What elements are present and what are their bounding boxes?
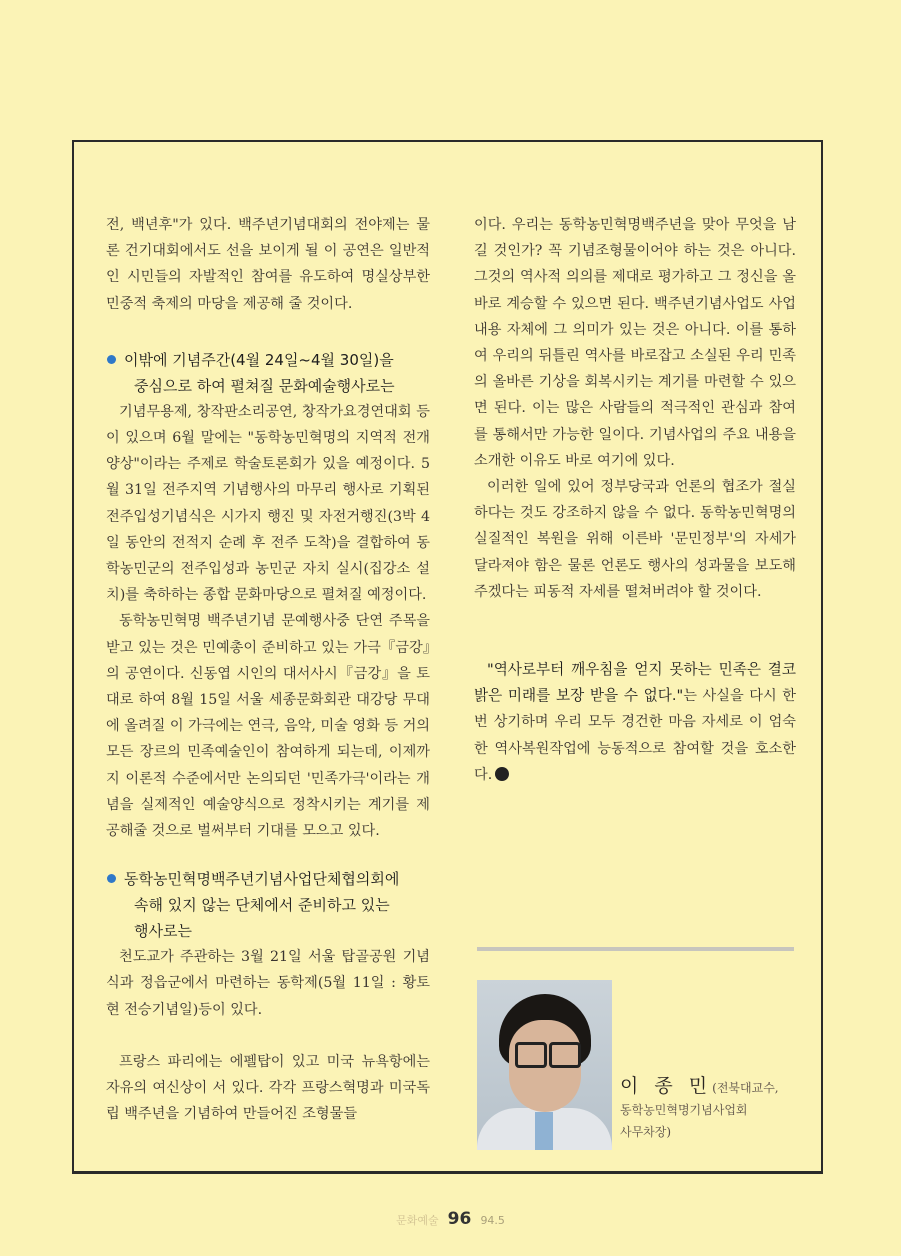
author-name-line — [620, 1075, 810, 1099]
right-column — [474, 212, 796, 788]
author-divider — [477, 947, 794, 951]
left-paragraph-1: 전, 백년후"가 있다. 백주년기념대회의 전야제는 물론 건기대회에서도 선을 보이게 될 이 공연은 일반적인 시민들의 자발적인 참여를 유도하여 명실상부한 민중적 축제의 마당을 제공해 줄 것이다. — [106, 217, 430, 312]
subheading-line-2: 중심으로 하여 펼쳐질 문화예술행사로는 — [134, 376, 395, 395]
frame-bottom-rule — [72, 1171, 823, 1174]
page-footer — [0, 1209, 901, 1229]
subheading-other-orgs — [106, 866, 430, 944]
photo-glasses-right — [549, 1042, 581, 1068]
author-title-2: 동학농민혁명기념사업회 — [620, 1103, 748, 1117]
author-caption — [620, 1075, 810, 1143]
author-title-1: (전북대교수, — [712, 1081, 779, 1095]
page-number: 96 — [447, 1209, 472, 1229]
bullet-dot — [107, 355, 116, 364]
footer-magazine: 문화예술 — [396, 1214, 439, 1227]
closing-text: 는 사실을 다시 한번 상기하며 우리 모두 경건한 마음 자세로 이 엄숙한 역사복원작업에 능동적으로 참여할 것을 호소한다. — [474, 688, 797, 783]
left-paragraph-4: 천도교가 주관하는 3월 21일 서울 탑골공원 기념식과 정읍군에서 마련하는 동학제(5월 11일 : 황토현 전승기념일)등이 있다. — [106, 949, 430, 1018]
frame-left-rule — [72, 140, 74, 1173]
right-paragraph-1: 이다. 우리는 동학농민혁명백주년을 맞아 무엇을 남길 것인가? 꼭 기념조형물이어야 하는 것은 아니다. 그것의 역사적 의의를 제대로 평가하고 그 정신을 올바로 계승할 수 있으면 된다. 백주년기념사업도 사업내용 자체에 그 의미가 있는 것은 아니다. 이를 통하여 우리의 뒤틀린 역사를 바로잡고 소실된 우리 민족의 올바른 기상을 회복시키는 계기를 마련할 수 있으면 된다. 이는 많은 사람들의 적극적인 관심과 참여를 통해서만 가능한 일이다. 기념사업의 주요 내용을 소개한 이유도 바로 여기에 있다. — [474, 217, 796, 469]
subheading-line-1: 동학농민혁명백주년기념사업단체협의회에 — [124, 870, 400, 889]
footer-date: 94.5 — [480, 1214, 505, 1227]
end-mark-icon — [495, 767, 509, 781]
subheading-line-3: 행사로는 — [134, 922, 192, 941]
left-column — [106, 212, 430, 1127]
left-paragraph-3: 동학농민혁명 백주년기념 문예행사중 단연 주목을 받고 있는 것은 민예총이 준비하고 있는 가극『금강』의 공연이다. 신동엽 시인의 대서사시『금강』을 토대로 하여 8월 15일 서울 세종문화회관 대강당 무대에 올려질 이 가극에는 연극, 음악, 미술 영화 등 거의 모든 장르의 민족예술인이 참여하게 되는데, 이제까지 이론적 수준에서만 논의되던 '민족가극'이라는 개념을 실제적인 예술양식으로 정착시키는 계기를 제공해줄 것으로 벌써부터 기대를 모으고 있다. — [106, 613, 430, 840]
subheading-festival-week — [106, 347, 430, 399]
subheading-line-1: 이밖에 기념주간(4월 24일~4월 30일)을 — [124, 350, 394, 369]
frame-right-rule — [821, 140, 823, 1173]
photo-tie — [535, 1112, 553, 1150]
left-paragraph-5: 프랑스 파리에는 에펠탑이 있고 미국 뉴욕항에는 자유의 여신상이 서 있다. 각각 프랑스혁명과 미국독립 백주년을 기념하여 만들어진 조형물들 — [106, 1053, 430, 1123]
closing-quote: "역사로부터 깨우침을 얻지 못하는 민족은 결코 밝은 미래를 보장 받을 수 없다." — [474, 661, 796, 705]
photo-glasses-left — [515, 1042, 547, 1068]
author-name: 이 종 민 — [620, 1075, 713, 1097]
left-paragraph-2: 기념무용제, 창작판소리공연, 창작가요경연대회 등이 있으며 6월 말에는 "동학농민혁명의 지역적 전개양상"이라는 주제로 학술토론회가 있을 예정이다. 5월 31일 전주지역 기념행사의 마무리 행사로 기획된 전주입성기념식은 시가지 행진 및 자전거행진(3박 4일 동안의 전적지 순례 후 전주 도착)을 결합하여 동학농민군의 전주입성과 농민군 자치 실시(집강소 설치)를 축하하는 종합 문화마당으로 펼쳐질 예정이다. — [106, 403, 430, 604]
frame-top-rule — [72, 140, 823, 142]
bullet-dot — [107, 874, 116, 883]
author-title-3: 사무차장) — [620, 1125, 672, 1139]
subheading-line-2: 속해 있지 않는 단체에서 준비하고 있는 — [134, 896, 390, 915]
right-paragraph-2: 이러한 일에 있어 정부당국과 언론의 협조가 절실하다는 것도 강조하지 않을 수 없다. 동학농민혁명의 실질적인 복원을 위해 이른바 '문민정부'의 자세가 달라져야 함은 물론 언론도 행사의 성과물을 보도해주겠다는 피동적 자세를 떨쳐버려야 할 것이다. — [474, 479, 796, 600]
author-photo — [477, 980, 612, 1150]
right-closing-paragraph — [474, 657, 796, 788]
